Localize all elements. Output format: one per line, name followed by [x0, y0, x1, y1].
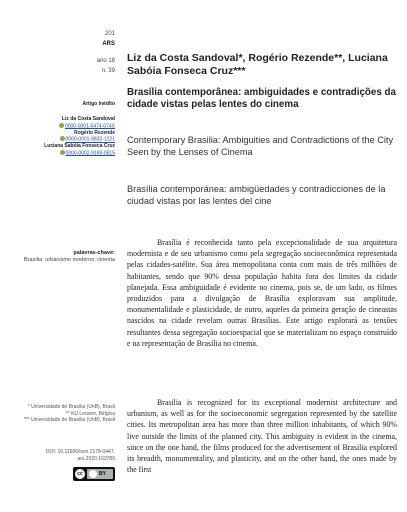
cc-logo-icon: cc: [75, 469, 85, 479]
affiliations: [15, 404, 115, 424]
abstract-english: [127, 397, 397, 475]
creative-commons-license-icon[interactable]: [73, 467, 115, 481]
orcid-icon: [60, 150, 65, 155]
orcid-link[interactable]: 0000-0002-9169-0515: [65, 150, 115, 156]
orcid-link[interactable]: 0000-0001-9832-1221: [65, 136, 115, 143]
orcid-icon: [60, 136, 65, 141]
article-authors: Liz da Costa Sandoval*, Rogério Rezende**, Luciana Sabóia Fonseca Cruz***: [127, 52, 388, 77]
article-type-label: Artigo Inédito: [82, 101, 115, 107]
keywords-text: Brasília; urbanismo moderno; cinema: [23, 257, 115, 263]
doi-text[interactable]: DOI: 10.11606/issn.2178-0447. ars.2020.163780: [45, 449, 115, 462]
author-orcid-list: [20, 116, 115, 157]
page-number: 201: [104, 31, 115, 37]
abstract-portuguese: [127, 237, 397, 349]
orcid-icon: [59, 123, 64, 128]
author-name: Luciana Sabóia Fonseca Cruz: [44, 143, 115, 149]
journal-year: ano 18: [96, 58, 115, 64]
author-name: Rogério Rezende: [74, 129, 115, 136]
title-english: Contemporary Brasilia: Ambiguities and Contradictions of the City Seen by the Lenses of Cinema: [127, 135, 394, 157]
abstract-en-paragraph: Brasilia is recognized for its exceptional modernist architecture and urbanism, as well as for the socioeconomic segregation represented by the satellite cities. Its metropolitan area has more than three million inhabitants, of which 90% live outside the limits of the planned city. This ambiguity is evident in the cinema, since on the one hand, the films produced for the advertisement of Brasilia explored its breadth, monumentality, and plasticity, and on the other hand, the ones made by the first: [127, 398, 397, 475]
author-name: Liz da Costa Sandoval: [61, 116, 115, 122]
journal-name: ARS: [102, 41, 115, 47]
cc-by-icon: BY: [87, 469, 113, 479]
title-spanish: Brasília contemporánea: ambigüedades y contradicciones de la ciudad vistas por las lentes del cine: [127, 184, 386, 206]
affiliation-item: *** Universidade de Brasília (UnB), Brasil: [23, 417, 115, 424]
journal-issue: n. 39: [101, 68, 115, 74]
abstract-pt-paragraph: Brasília é reconhecida tanto pela excepcionalidade de sua arquitetura modernista e de seu urbanismo como pela segregação socioeconômica representada pelas cidades-satélite. Sua área metropolitana conta com mais de três milhões de habitantes, sendo que 90% dessa população habita fora dos limites da cidade planejada. Essa ambiguidade é evidente no cinema, pois se, de um lado, os filmes produzidos para a divulgação de Brasília exploravam sua amplitude, monumentalidade e plasticidade, de outro, aqueles da primeira geração de cineastas nascidos na cidade revelam outras Brasílias. Este artigo explorará as tensões resultantes dessa segregação socioespacial que se materializam no espaço construído e na representação de Brasília no cinema.: [127, 238, 397, 348]
title-portuguese: Brasília contemporânea: ambiguidades e contradições da cidade vistas pelas lentes do cinema: [127, 87, 396, 110]
keywords-block: [20, 250, 115, 264]
orcid-link[interactable]: 0000-0001-5474-074X: [64, 123, 115, 129]
affiliation-item: * Universidade de Brasília (UnB), Brasil: [27, 404, 115, 410]
keywords-heading: palavras-chave:: [73, 250, 115, 256]
affiliation-item: ** KU Leuven, Bélgica: [65, 410, 115, 417]
